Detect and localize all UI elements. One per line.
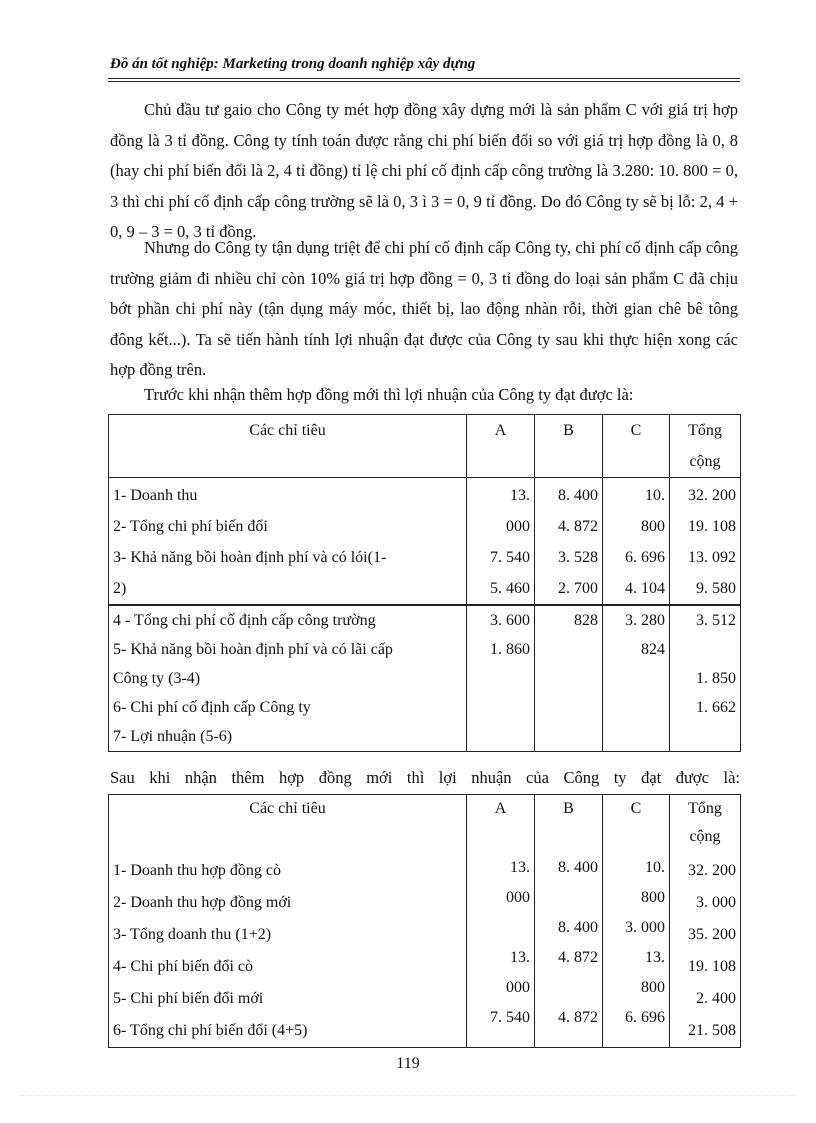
table-row bbox=[109, 605, 741, 752]
row-labels: 4 - Tổng chi phí cố định cấp công trường 5- Khả năng bồi hoàn định phí và có lãi cấp Công ty (3-4) 6- Chi phí cố định cấp Công ty 7- Lợi nhuận (5-6) bbox=[109, 605, 467, 752]
table-row bbox=[109, 478, 741, 606]
table2-intro: Sau khi nhận thêm hợp đồng mới thì lợi nhuận của Công ty đạt được là: bbox=[110, 768, 740, 787]
paragraph-1: Chủ đầu tư gaio cho Công ty mét hợp đồng xây dựng mới là sản phẩm C với giá trị hợp đồng là 3 tỉ đồng. Công ty tính toán được rằng chi phí biến đổi so với giá trị hợp đồng là 0, 8 (hay chi phí biến đổi là 2, 4 tỉ đồng) tỉ lệ chi phí cố định cấp công trường là 3.280: 10. 800 = 0, 3 thì chi phí cố định cấp công trường sẽ là 0, 3 ì 3 = 0, 9 tỉ đồng. Do đó Công ty sẽ bị lỗ: 2, 4 + 0, 9 – 3 = 0, 3 tỉ đồng. bbox=[110, 100, 738, 241]
header-c: C bbox=[603, 795, 670, 852]
header-rule bbox=[108, 81, 740, 82]
row-labels: 1- Doanh thu 2- Tổng chi phí biến đổi 3- Khả năng bồi hoàn định phí và có lói(1- 2) bbox=[109, 478, 467, 606]
col-total-values: 3. 512 1. 850 1. 662 bbox=[670, 605, 741, 752]
header-a: A bbox=[467, 415, 535, 447]
col-total-values: 32. 200 3. 000 35. 200 19. 108 2. 400 21. 508 bbox=[670, 851, 741, 1048]
header-total-2: cộng bbox=[670, 446, 741, 478]
table-header-row-2 bbox=[109, 446, 741, 478]
col-a-values: 13. 000 13. 000 7. 540 bbox=[467, 851, 535, 1048]
header-b: B bbox=[535, 795, 603, 852]
footer-divider bbox=[20, 1095, 796, 1096]
col-a-values: 3. 600 1. 860 bbox=[467, 605, 535, 752]
table-header-row bbox=[109, 415, 741, 447]
paragraph-2: Nhưng do Công ty tận dụng triệt để chi phí cố định cấp Công ty, chi phí cố định cấp công trường giảm đi nhiều chỉ còn 10% giá trị hợp đồng = 0, 3 tỉ đồng do loại sản phẩm C đã chịu bớt phần chi phí này (tận dụng máy móc, thiết bị, lao động nhàn rỗi, thời gian chê bê tông đông kết...). Ta sẽ tiến hành tính lợi nhuận đạt được của Công ty sau khi thực hiện xong các hợp đồng trên. bbox=[110, 238, 738, 379]
header-b: B bbox=[535, 415, 603, 447]
header-label: Các chỉ tiêu bbox=[109, 415, 467, 447]
col-b-values: 8. 400 4. 872 3. 528 2. 700 bbox=[535, 478, 603, 606]
header-label: Các chỉ tiêu bbox=[109, 795, 467, 852]
table-row bbox=[109, 851, 741, 1048]
page-header: Đồ án tốt nghiệp: Marketing trong doanh nghiệp xây dựng bbox=[110, 56, 476, 72]
col-c-values: 3. 280 824 bbox=[603, 605, 670, 752]
col-c-values: 10. 800 6. 696 4. 104 bbox=[603, 478, 670, 606]
table-header-row bbox=[109, 795, 741, 852]
row-labels: 1- Doanh thu hợp đồng cò 2- Doanh thu hợp đồng mới 3- Tổng doanh thu (1+2) 4- Chi phí biến đổi cò 5- Chi phí biến đổi mới 6- Tổng chi phí biến đổi (4+5) bbox=[109, 851, 467, 1048]
header-total: Tổng cộng bbox=[670, 795, 741, 852]
col-b-values: 8. 400 8. 400 4. 872 4. 872 bbox=[535, 851, 603, 1048]
col-c-values: 10. 800 3. 000 13. 800 6. 696 bbox=[603, 851, 670, 1048]
table-after-new-contract bbox=[108, 794, 741, 1048]
header-rule bbox=[108, 78, 740, 79]
header-a: A bbox=[467, 795, 535, 852]
header-c: C bbox=[603, 415, 670, 447]
col-a-values: 13. 000 7. 540 5. 460 bbox=[467, 478, 535, 606]
col-total-values: 32. 200 19. 108 13. 092 9. 580 bbox=[670, 478, 741, 606]
table1-intro: Trước khi nhận thêm hợp đồng mới thì lợi nhuận của Công ty đạt được là: bbox=[144, 385, 634, 404]
header-total: Tổng bbox=[670, 415, 741, 447]
col-b-values: 828 bbox=[535, 605, 603, 752]
table-before-new-contract bbox=[108, 414, 741, 752]
page-number: 119 bbox=[396, 1055, 420, 1072]
